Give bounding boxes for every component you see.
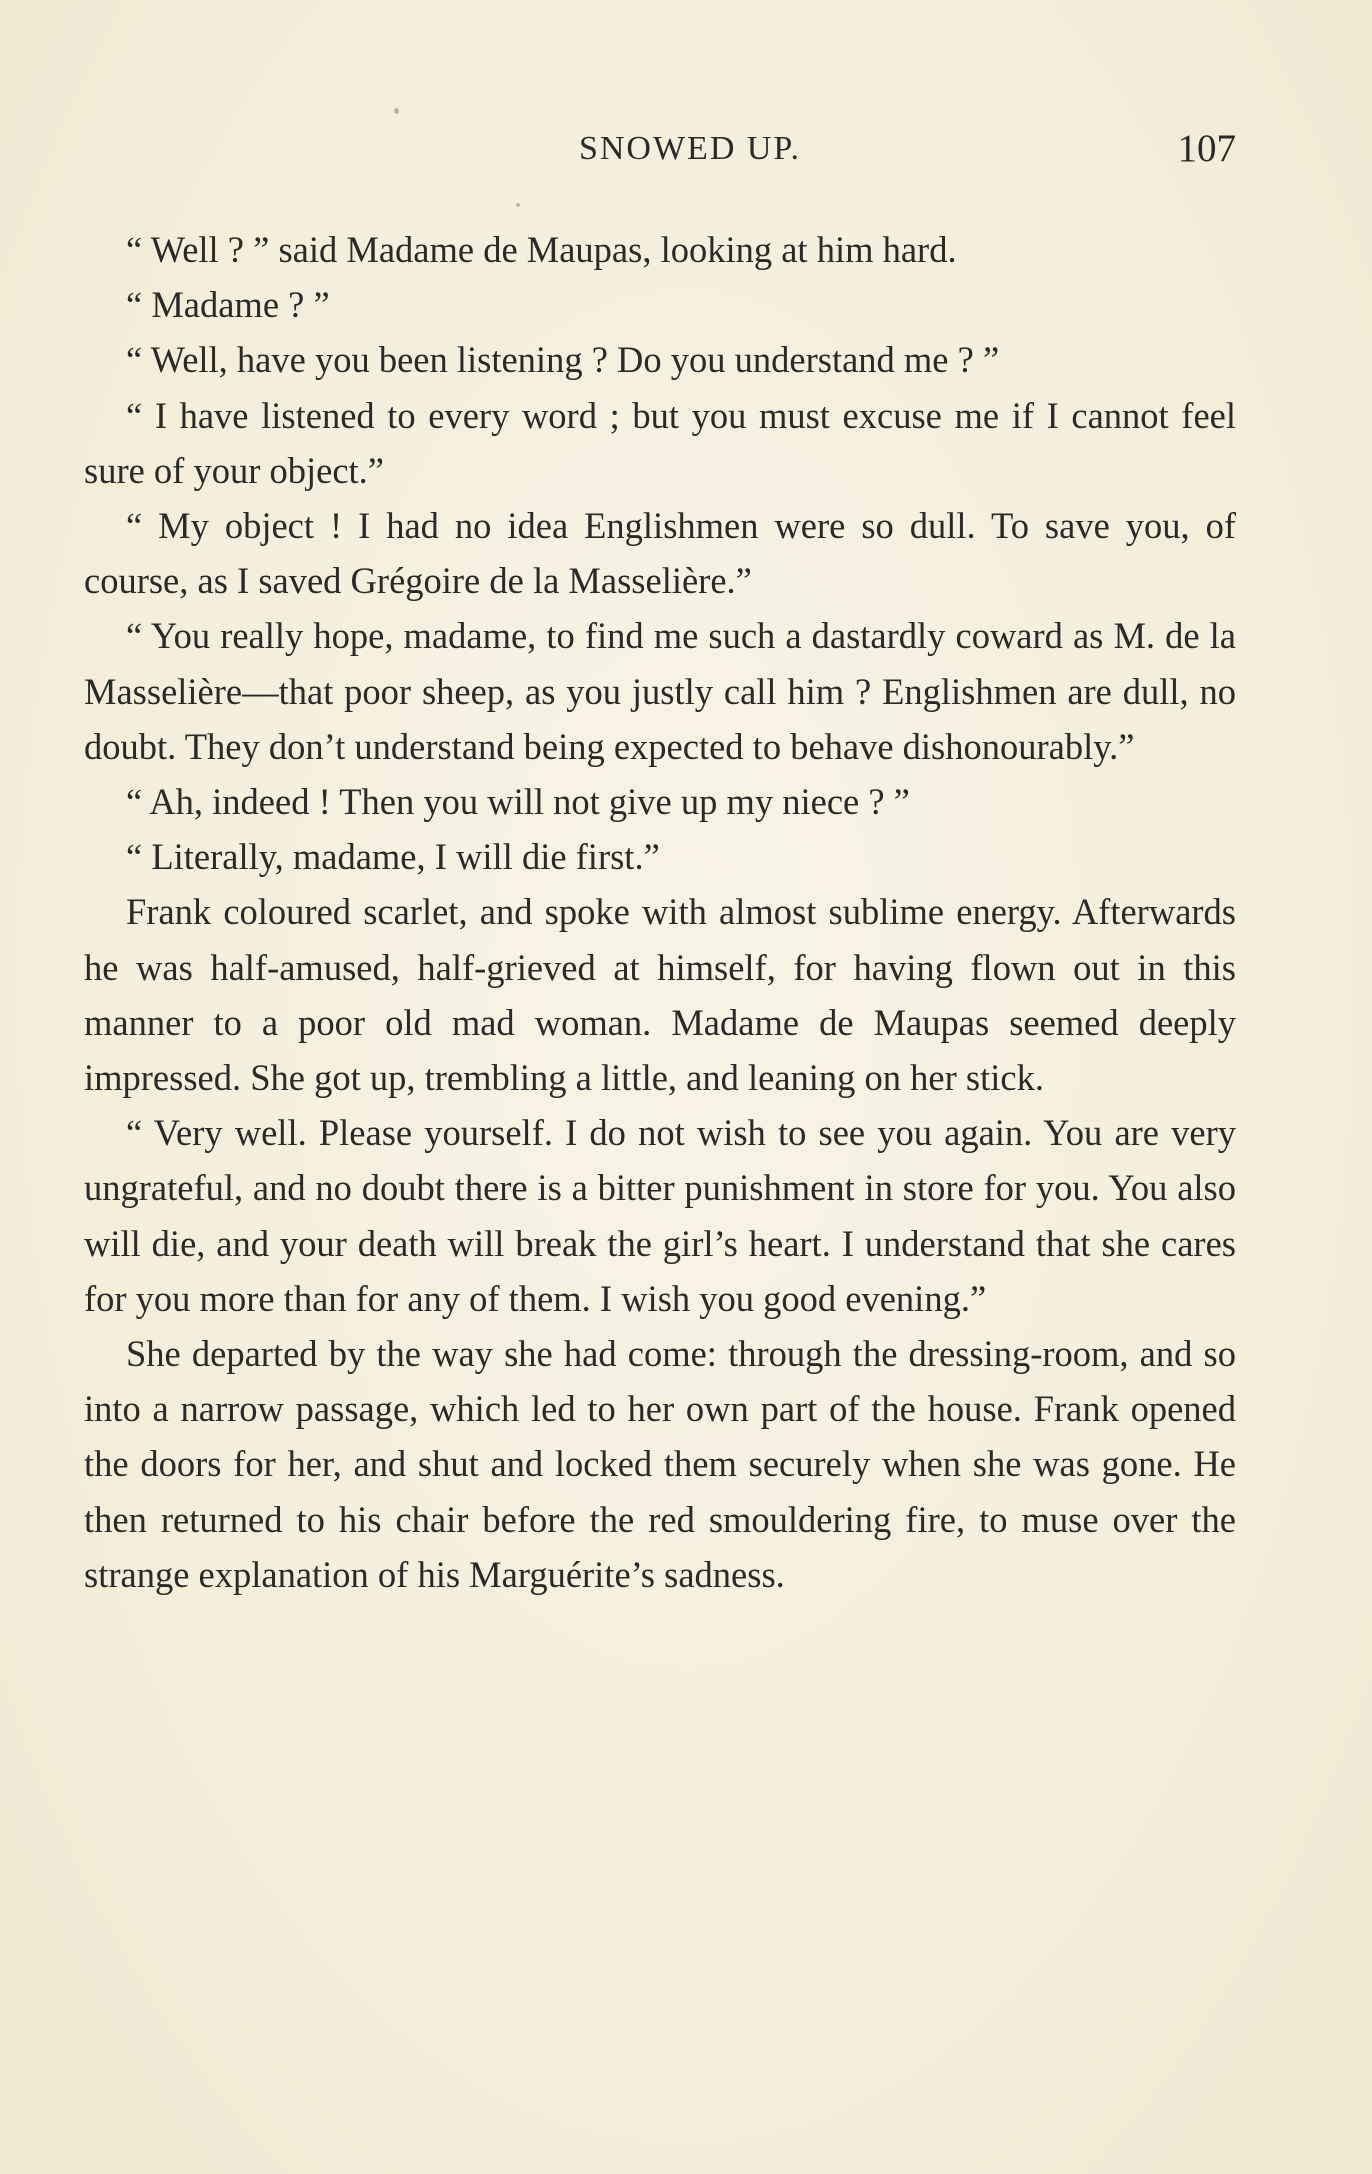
paragraph: “ My object ! I had no idea Englishmen were so dull. To save you, of course, as I saved Grégoire de la Masselière.”	[84, 505, 1236, 602]
paragraph: “ Madame ? ”	[126, 284, 330, 326]
page-header	[84, 127, 1236, 190]
paragraph: “ Very well. Please yourself. I do not wish to see you again. You are very ungrateful, and no doubt there is a bitter punishment in store for you. You also will die, and your death will break the girl’s heart. I understand that she cares for you more than for any of them. I wish you good evening.”	[84, 1112, 1236, 1319]
paragraph: “ Ah, indeed ! Then you will not give up my niece ? ”	[126, 781, 910, 823]
ink-speck	[394, 108, 399, 114]
body-text	[84, 222, 1236, 1602]
paragraph: “ Well, have you been listening ? Do you understand me ? ”	[126, 339, 1000, 381]
paragraph: “ Well ? ” said Madame de Maupas, looking at him hard.	[126, 229, 957, 270]
page-number: 107	[1177, 127, 1236, 170]
paragraph: “ I have listened to every word ; but you must excuse me if I cannot feel sure of your object.”	[84, 394, 1236, 491]
paragraph: “ You really hope, madame, to find me such a dastardly coward as M. de la Masselière—that poor sheep, as you justly call him ? Englishmen are dull, no doubt. They don’t understand being expected to behave dishonourably.”	[84, 615, 1236, 767]
paragraph: Frank coloured scarlet, and spoke with almost sublime energy. Afterwards he was half-amused, half-grieved at himself, for having flown out in this manner to a poor old mad woman. Madame de Maupas seemed deeply impressed. She got up, trembling a little, and leaning on her stick.	[84, 891, 1236, 1099]
paragraph: “ Literally, madame, I will die first.”	[126, 836, 660, 878]
running-head: SNOWED UP.	[578, 130, 802, 167]
ink-speck	[516, 203, 520, 207]
paragraph: She departed by the way she had come: through the dressing-room, and so into a narrow passage, which led to her own part of the house. Frank opened the doors for her, and shut and locked them securely when she was gone. He then returned to his chair before the red smouldering fire, to muse over the strange explanation of his Marguérite’s sadness.	[84, 1333, 1236, 1595]
